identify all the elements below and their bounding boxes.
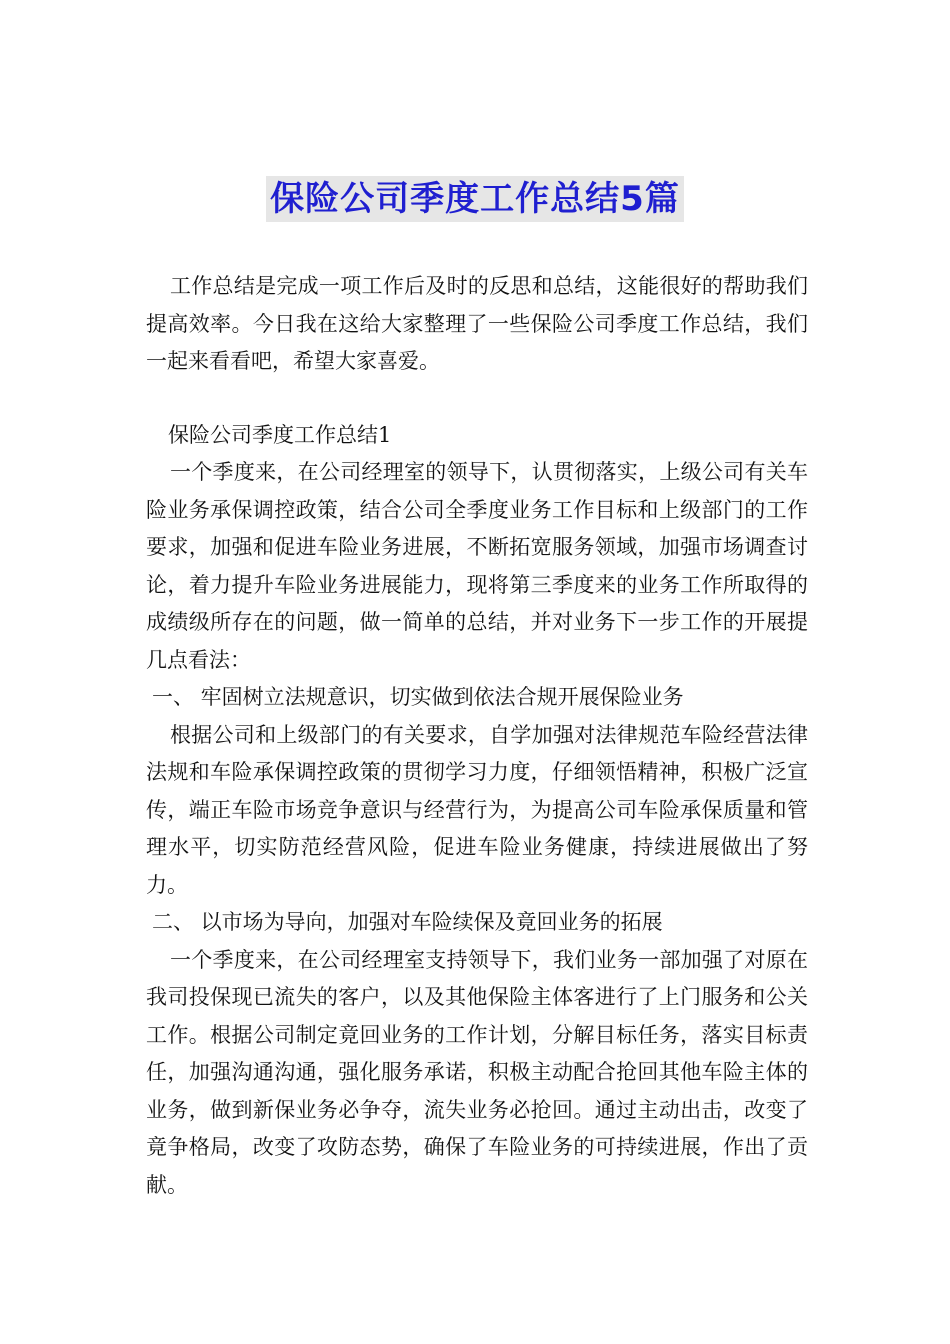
subheading-2: 二、 以市场为导向，加强对车险续保及竟回业务的拓展 [152, 910, 663, 934]
section-1-paragraph-2: 根据公司和上级部门的有关要求，自学加强对法律规范车险经营法律法规和车险承保调控政策的贯彻学习力度，仔细领悟精神，积极广泛宣传，端正车险市场竞争意识与经营行为，为提高公司车险承保质量和管理水平，切实防范经营风险，促进车险业务健康，持续进展做出了努力。 [146, 722, 808, 897]
subheading-1: 一、 牢固树立法规意识，切实做到依法合规开展保险业务 [152, 685, 684, 709]
section-1-paragraph-1: 一个季度来，在公司经理室的领导下，认贯彻落实，上级公司有关车险业务承保调控政策，结合公司全季度业务工作目标和上级部门的工作要求，加强和促进车险业务进展，不断拓宽服务领域，加强市场调查讨论，着力提升车险业务进展能力，现将第三季度来的业务工作所取得的成绩级所存在的问题，做一简单的总结，并对业务下一步工作的开展提几点看法： [146, 460, 808, 672]
document-title: 保险公司季度工作总结5篇 [266, 176, 684, 222]
section-1-title: 保险公司季度工作总结1 [168, 422, 392, 447]
title-container [0, 176, 950, 222]
section-1-paragraph-3: 一个季度来，在公司经理室支持领导下，我们业务一部加强了对原在我司投保现已流失的客户，以及其他保险主体客进行了上门服务和公关工作。根据公司制定竟回业务的工作计划，分解目标任务，落实目标责任，加强沟通沟通，强化服务承诺，积极主动配合抢回其他车险主体的业务，做到新保业务必争夺，流失业务必抢回。通过主动出击，改变了竟争格局，改变了攻防态势，确保了车险业务的可持续进展，作出了贡献。 [146, 947, 808, 1197]
paragraph-gap [146, 381, 808, 417]
intro-paragraph: 工作总结是完成一项工作后及时的反思和总结，这能很好的帮助我们提高效率。今日我在这给大家整理了一些保险公司季度工作总结，我们一起来看看吧，希望大家喜爱。 [146, 274, 808, 373]
document-body [146, 268, 808, 1204]
